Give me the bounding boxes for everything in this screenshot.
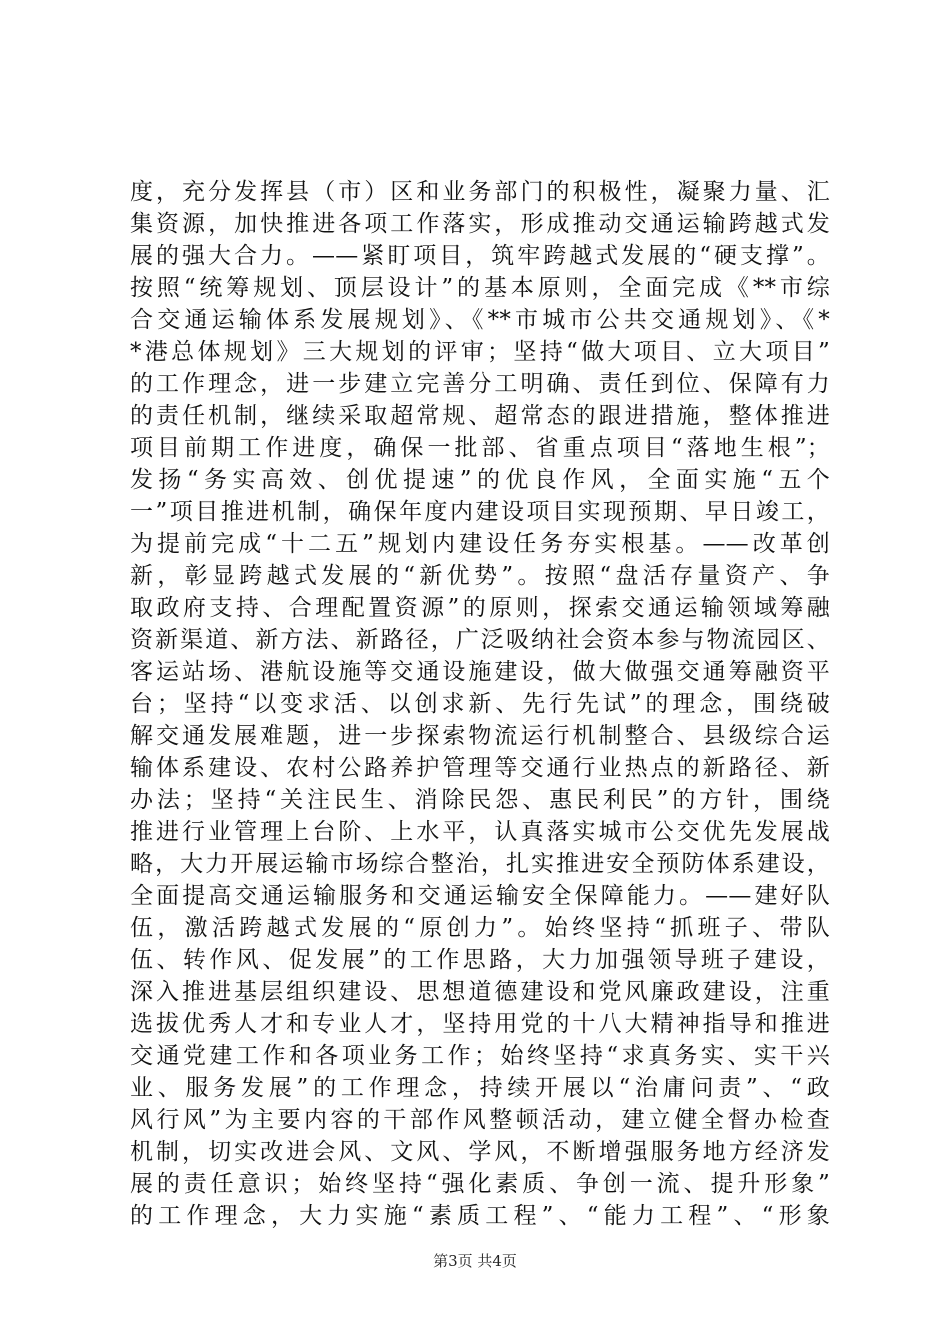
text-line: 度，充分发挥县（市）区和业务部门的积极性，凝聚力量、汇 — [130, 179, 830, 205]
text-line: 解交通发展难题，进一步探索物流运行机制整合、县级综合运 — [130, 723, 830, 749]
text-line: 选拔优秀人才和专业人才，坚持用党的十八大精神指导和推进 — [130, 1011, 830, 1037]
text-line: 为提前完成“十二五”规划内建设任务夯实根基。——改革创 — [130, 531, 830, 557]
text-line: 客运站场、港航设施等交通设施建设，做大做强交通筹融资平 — [130, 659, 830, 685]
text-line: 新，彰显跨越式发展的“新优势”。按照“盘活存量资产、争 — [130, 563, 830, 589]
text-line: 项目前期工作进度，确保一批部、省重点项目“落地生根”； — [130, 435, 830, 461]
text-line: 交通党建工作和各项业务工作；始终坚持“求真务实、实干兴 — [130, 1043, 830, 1069]
text-line: 一”项目推进机制，确保年度内建设项目实现预期、早日竣工， — [130, 499, 830, 525]
text-line: 按照“统筹规划、顶层设计”的基本原则，全面完成《**市综 — [130, 275, 830, 301]
text-line: 略，大力开展运输市场综合整治，扎实推进安全预防体系建设， — [130, 851, 830, 877]
page-footer: 第3页 共4页 — [433, 1252, 517, 1270]
text-line: 的工作理念，大力实施“素质工程”、“能力工程”、“形象 — [130, 1203, 830, 1229]
text-line: 办法；坚持“关注民生、消除民怨、惠民利民”的方针，围绕 — [130, 787, 830, 813]
text-line: 展的强大合力。——紧盯项目，筑牢跨越式发展的“硬支撑”。 — [130, 243, 830, 269]
text-line: 展的责任意识；始终坚持“强化素质、争创一流、提升形象” — [130, 1171, 830, 1197]
text-line: 的责任机制，继续采取超常规、超常态的跟进措施，整体推进 — [130, 403, 830, 429]
text-line: 伍，激活跨越式发展的“原创力”。始终坚持“抓班子、带队 — [130, 915, 830, 941]
text-line: 输体系建设、农村公路养护管理等交通行业热点的新路径、新 — [130, 755, 830, 781]
text-line: 推进行业管理上台阶、上水平，认真落实城市公交优先发展战 — [130, 819, 830, 845]
text-line: 风行风”为主要内容的干部作风整顿活动，建立健全督办检查 — [130, 1107, 830, 1133]
text-line: 取政府支持、合理配置资源”的原则，探索交通运输领域筹融 — [130, 595, 830, 621]
text-line: *港总体规划》三大规划的评审；坚持“做大项目、立大项目” — [130, 339, 830, 365]
text-line: 的工作理念，进一步建立完善分工明确、责任到位、保障有力 — [130, 371, 830, 397]
text-line: 业、服务发展”的工作理念，持续开展以“治庸问责”、“政 — [130, 1075, 830, 1101]
text-line: 全面提高交通运输服务和交通运输安全保障能力。——建好队 — [130, 883, 830, 909]
text-line: 深入推进基层组织建设、思想道德建设和党风廉政建设，注重 — [130, 979, 830, 1005]
text-line: 机制，切实改进会风、文风、学风，不断增强服务地方经济发 — [130, 1139, 830, 1165]
text-line: 台；坚持“以变求活、以创求新、先行先试”的理念，围绕破 — [130, 691, 830, 717]
text-line: 集资源，加快推进各项工作落实，形成推动交通运输跨越式发 — [130, 211, 830, 237]
body-text — [130, 176, 830, 1232]
text-line: 伍、转作风、促发展”的工作思路，大力加强领导班子建设， — [130, 947, 830, 973]
text-line: 资新渠道、新方法、新路径，广泛吸纳社会资本参与物流园区、 — [130, 627, 830, 653]
text-line: 发扬“务实高效、创优提速”的优良作风，全面实施“五个 — [130, 467, 830, 493]
text-line: 合交通运输体系发展规划》、《**市城市公共交通规划》、《* — [130, 307, 830, 333]
